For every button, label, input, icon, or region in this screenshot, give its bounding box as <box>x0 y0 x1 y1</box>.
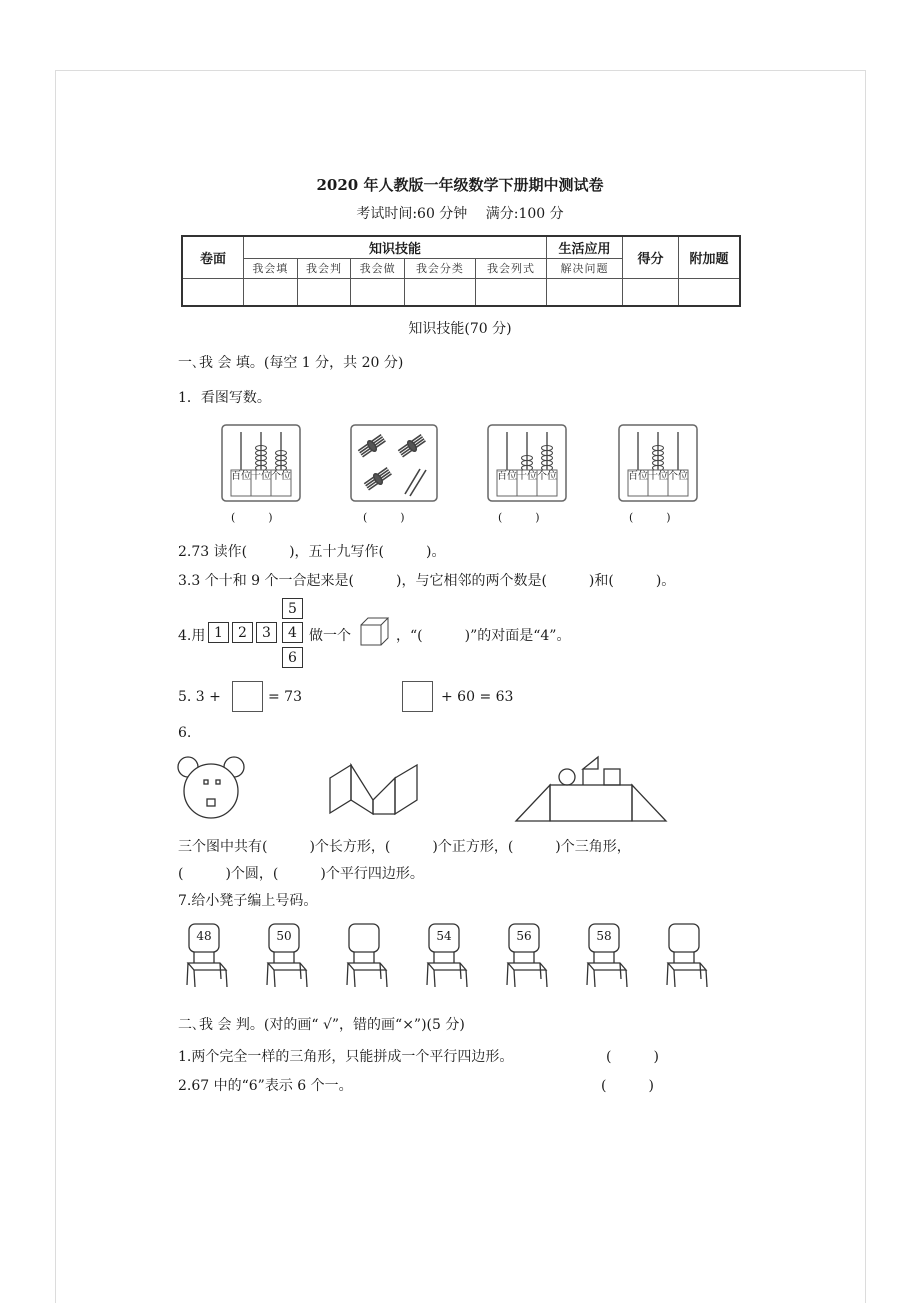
net-face: 2 <box>232 622 253 643</box>
q5-a-right: = 73 <box>268 689 302 705</box>
q5-b-right: + 60 = 63 <box>441 689 514 705</box>
section-heading: 知识技能(70 分) <box>408 321 512 337</box>
chair-number: 56 <box>516 929 532 943</box>
abacus-label: 百位 <box>231 471 251 482</box>
score-cell[interactable] <box>679 278 741 306</box>
abacus-label: 十位 <box>517 471 537 482</box>
cube-icon <box>359 616 391 648</box>
abacus-label: 个位 <box>271 471 291 482</box>
chair-number: 54 <box>436 929 452 943</box>
q4-prefix: 4.用 <box>178 628 206 644</box>
net-face: 6 <box>282 647 303 668</box>
score-cell[interactable] <box>475 278 546 306</box>
chair-number: 58 <box>596 929 612 943</box>
exam-info: 考试时间:60 分钟 满分:100 分 <box>356 206 564 222</box>
abacus-picture-2 <box>487 424 567 502</box>
q6-line-1: 三个图中共有( )个长方形，( )个正方形，( )个三角形， <box>178 839 631 855</box>
abacus-picture-1 <box>221 424 301 502</box>
q3-text: 3.3 个十和 9 个一合起来是( )，与它相邻的两个数是( )和( )。 <box>178 573 676 589</box>
q1-prompt: 1．看图写数。 <box>178 390 271 406</box>
net-face: 4 <box>282 622 303 643</box>
judge-q1: 1.两个完全一样的三角形，只能拼成一个平行四边形。 <box>178 1049 514 1065</box>
part1-heading: 一､我 会 填。(每空 1 分，共 20 分) <box>178 355 404 371</box>
chair-icon <box>664 921 712 989</box>
folding-screen-figure <box>327 762 423 816</box>
judge-blank[interactable]: ( ) <box>606 1049 659 1065</box>
sub-col: 我会列式 <box>475 258 546 278</box>
part2-heading: 二､我 会 判。(对的画“ √”，错的画“×”)(5 分) <box>178 1017 465 1033</box>
q4-suffix: ，“( )”的对面是“4”。 <box>396 628 571 644</box>
abacus-label: 百位 <box>628 471 648 482</box>
abacus-picture-3 <box>618 424 698 502</box>
chair-number: 48 <box>196 929 212 943</box>
col-defen: 得分 <box>623 236 679 278</box>
sub-col: 我会做 <box>351 258 405 278</box>
q5-a-left: 5. 3 + <box>178 689 221 705</box>
col-zhishi: 知识技能 <box>244 236 547 258</box>
judge-blank[interactable]: ( ) <box>601 1078 654 1094</box>
answer-blank[interactable]: ( ) <box>363 511 405 524</box>
abacus-label: 个位 <box>668 471 688 482</box>
judge-q2: 2.67 中的“6”表示 6 个一。 <box>178 1078 353 1094</box>
score-table <box>181 235 741 307</box>
net-face: 3 <box>256 622 277 643</box>
score-cell[interactable] <box>244 278 298 306</box>
abacus-label: 十位 <box>648 471 668 482</box>
bear-face-figure <box>176 755 248 821</box>
net-face: 5 <box>282 598 303 619</box>
abacus-label: 个位 <box>537 471 557 482</box>
page-title: 2020 年人教版一年级数学下册期中测试卷 <box>316 176 604 194</box>
stick-bundles-picture <box>350 424 438 502</box>
col-fujia: 附加题 <box>679 236 741 278</box>
abacus-label: 十位 <box>251 471 271 482</box>
score-cell[interactable] <box>623 278 679 306</box>
answer-blank[interactable]: ( ) <box>498 511 540 524</box>
score-cell[interactable] <box>182 278 244 306</box>
chair-icon <box>344 921 392 989</box>
sub-col: 我会分类 <box>404 258 475 278</box>
sub-col: 我会填 <box>244 258 298 278</box>
q4-middle: 做一个 <box>309 628 351 644</box>
col-shenghuo: 生活应用 <box>547 236 623 258</box>
score-cell[interactable] <box>547 278 623 306</box>
chair-number: 50 <box>276 929 292 943</box>
answer-blank[interactable]: ( ) <box>629 511 671 524</box>
house-shapes-figure <box>514 755 668 823</box>
q7-prompt: 7.给小凳子编上号码。 <box>178 893 318 909</box>
sub-col: 我会判 <box>297 258 351 278</box>
answer-box[interactable] <box>402 681 433 712</box>
sub-col: 解决问题 <box>547 258 623 278</box>
q2-text: 2.73 读作( )，五十九写作( )。 <box>178 544 446 560</box>
answer-blank[interactable]: ( ) <box>231 511 273 524</box>
score-cell[interactable] <box>404 278 475 306</box>
abacus-label: 百位 <box>497 471 517 482</box>
net-face: 1 <box>208 622 229 643</box>
col-juanmian: 卷面 <box>182 236 244 278</box>
q6-line-2: ( )个圆，( )个平行四边形。 <box>178 866 424 882</box>
answer-box[interactable] <box>232 681 263 712</box>
score-cell[interactable] <box>351 278 405 306</box>
score-cell[interactable] <box>297 278 351 306</box>
q6-label: 6. <box>178 725 192 741</box>
